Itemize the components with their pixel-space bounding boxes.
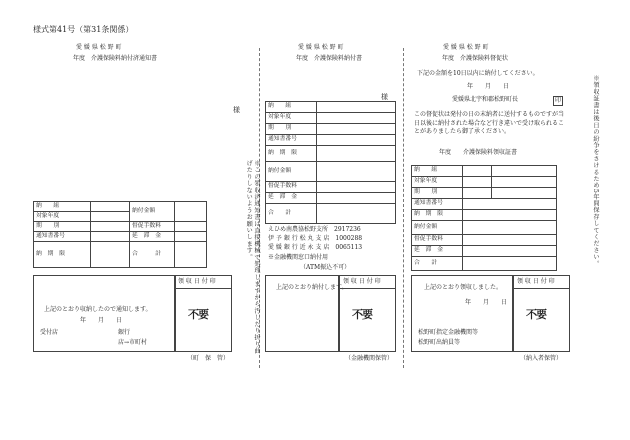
panel1-sama: 様 [233, 106, 240, 114]
panel2-title: 年度 介護保険料納付書 [296, 55, 363, 62]
panel3-org: 愛 媛 県 松 野 町 [443, 44, 489, 51]
p1-row-label: 納 組 [34, 202, 91, 212]
p3-row-label: 納 期 限 [412, 210, 463, 221]
p1-row-label: 納付金額 [130, 202, 175, 222]
panel3-receipt-title: 年度 介護保険料領収証書 [439, 149, 518, 156]
p2-row-label: 対象年度 [266, 113, 317, 124]
panel3-table [411, 165, 557, 271]
p3-row-label: 延 滞 金 [412, 246, 463, 257]
p1-row-label: 督促手数料 [130, 222, 175, 232]
mayor-seal: 印 [555, 97, 562, 104]
panel3-date2: 年 月 日 [465, 299, 508, 306]
divider [339, 288, 396, 289]
p3-row-label: 督促手数料 [412, 235, 463, 246]
panel3-line1: 下記の金額を10日以内に納付してください。 [417, 70, 539, 77]
p1-row-label: 延 滞 金 [130, 232, 175, 242]
p2-row-label: 納 組 [266, 102, 317, 113]
panel3-notice: 上記のとおり領収しました。 [424, 284, 503, 291]
p1-row-label: 合 計 [130, 242, 175, 268]
bank-1: えひめ南農協松野支所 2917236 [268, 226, 361, 233]
p2-row-label: 通知書番号 [266, 135, 317, 146]
p2-row-label: 延 滞 金 [266, 193, 317, 204]
panel1-stamp: 不要 [188, 308, 208, 321]
p3-row-label: 対象年度 [412, 177, 463, 188]
p3-row-label: 期 別 [412, 188, 463, 199]
panel1-vertical-note: ※この領収済通知書は直接機械で処理しますから汚したり折り曲げたりしないようお願いします。 [245, 160, 260, 355]
panel1-notice-box [33, 275, 175, 352]
p3-row-label: 納 組 [412, 166, 463, 177]
panel3-payee2: 松野町出納員等 [418, 339, 461, 346]
p1-row-label: 期 別 [34, 222, 91, 232]
p2-row-label: 合 計 [266, 204, 317, 224]
panel2-note2: （ATM振込不可） [300, 264, 351, 271]
panel3-warning: この督促状は発付の日の末納者に送付するものですが当日以後に納付された場合など行き違いで受け取られることがありましたら御了承ください。 [414, 111, 565, 136]
divider [513, 288, 570, 289]
panel3-receipt-header: 領 収 日 付 印 [517, 278, 555, 285]
panel3-mayor: 愛媛県北宇和郡松野町長 [452, 96, 519, 103]
panel2-receipt-header: 領 収 日 付 印 [343, 278, 381, 285]
cut-line-2 [403, 48, 404, 368]
panel1-notice: 上記のとおり収納したので通知します。 [44, 306, 152, 313]
p1-row-label: 納 期 限 [34, 242, 91, 268]
bank-2: 伊 予 銀 行 松 丸 支 店 1000288 [268, 235, 363, 242]
panel3-footer: （納入者保管） [520, 355, 563, 362]
panel2-stamp: 不要 [352, 308, 372, 321]
panel2-notice: 上記のとおり納付します。 [276, 284, 348, 291]
panel1-branch: 店→市町村 [118, 339, 148, 346]
p2-row-label: 納付金額 [266, 162, 317, 182]
bank-3: 愛 媛 銀 行 近 永 支 店 0065113 [268, 244, 363, 251]
panel3-stamp: 不要 [526, 308, 546, 321]
p1-row-label: 通知書番号 [34, 232, 91, 242]
panel3-vertical-note: ※領収証書は後日の紛争をさけるため5年間保存してください。 [592, 75, 599, 268]
panel2-note1: ※金融機関窓口納付用 [268, 254, 329, 261]
panel1-org: 愛 媛 県 松 野 町 [76, 44, 122, 51]
p2-row-label: 納 期 限 [266, 146, 317, 162]
panel3-date: 年 月 日 [467, 83, 510, 90]
panel1-table [33, 201, 207, 268]
panel1-title: 年度 介護保険料納付済通知書 [73, 55, 158, 62]
panel1-recv: 受付店 [40, 329, 59, 336]
panel2-org: 愛 媛 県 松 野 町 [298, 44, 344, 51]
panel1-date: 年 月 日 [80, 317, 123, 324]
divider [175, 288, 232, 289]
panel2-sama: 様 [381, 93, 388, 101]
p2-row-label: 期 別 [266, 124, 317, 135]
p2-row-label: 督促手数料 [266, 182, 317, 193]
panel3-payee1: 松野町指定金融機関等 [418, 329, 479, 336]
p3-row-label: 合 計 [412, 257, 463, 271]
panel3-title: 年度 介護保険料督促状 [442, 55, 509, 62]
panel2-footer: （金融機関保管） [345, 355, 394, 362]
panel2-table [265, 101, 396, 224]
form-number: 様式第41号（第31条関係） [33, 25, 134, 34]
panel1-footer: （町 保 管） [187, 355, 230, 362]
p1-row-label: 対象年度 [34, 212, 91, 222]
p3-row-label: 納付金額 [412, 221, 463, 235]
panel1-bank: 銀行 [118, 329, 131, 336]
p3-row-label: 通知書番号 [412, 199, 463, 210]
panel1-receipt-header: 領 収 日 付 印 [178, 278, 216, 285]
